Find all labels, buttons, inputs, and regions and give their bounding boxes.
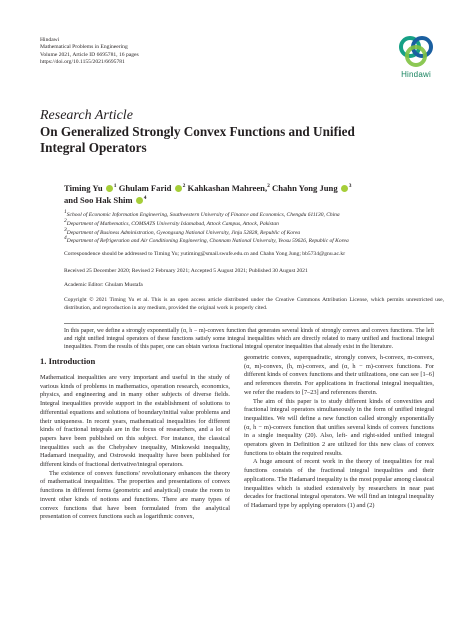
paragraph: The aim of this paper is to study different kinds of convexities and fractional integral operators simultaneously in the form of unified integral inequalities. We will define a new function called strongly exponentially (α, h − m)-convex function that unifies several kinds of convex functions in a single inequality (20). Also, left- and right-sided unified integral operators given in Definition 2 are utilized for this new class of convex functions to obtain the required results.: [244, 397, 434, 457]
affiliations: [64, 211, 444, 246]
affiliation: $^3$Department of Business Administration, Gyeongsang National University, Jinju 52828, Republic of Korea: [64, 226, 301, 236]
divider: [64, 323, 434, 324]
affiliation: $^1$School of Economic Information Engineering, Southwestern University of Finance and Economics, Chengdu 611130, China: [64, 209, 340, 218]
paper-title: [40, 124, 430, 156]
title-line: Integral Operators: [40, 140, 147, 155]
copyright-notice: Copyright © 2021 Timing Yu et al. This is an open access article distributed under the Creative Commons Attribution License, which permits unrestricted use, distribution, and reproduction in any medium, provided the original work is properly cited.: [64, 297, 444, 311]
affiliation-marker: 1: [113, 183, 117, 190]
affiliation-marker: 2: [267, 183, 270, 190]
paragraph: The existence of convex functions' revolutionary enhances the theory of mathematical inequalities. The properties and presentations of convex functions in different forms (geometric and analytical) create the room to invent other kinds of notions and functions. There are many types of convex functions that have been formulated from the analytical presentation of convex functions such as logarithmic convex,: [40, 469, 230, 521]
affiliation: $^4$Department of Refrigeration and Air Conditioning Engineering, Chonnam National University, Yeosu 59626, Republic of Korea: [64, 235, 349, 245]
article-type: Research Article: [40, 108, 133, 123]
orcid-icon[interactable]: [175, 185, 182, 192]
journal-name: Mathematical Problems in Engineering: [40, 44, 128, 51]
academic-editor: Academic Editor: Ghulam Mustafa: [64, 282, 143, 288]
author-name[interactable]: Chahn Yong Jung: [272, 183, 338, 193]
body-column-right: [244, 354, 434, 511]
author-name[interactable]: Timing Yu: [64, 183, 103, 193]
hindawi-logo: [396, 34, 436, 84]
author-line: [64, 182, 444, 194]
section-heading: 1. Introduction: [40, 356, 96, 366]
orcid-icon[interactable]: [136, 197, 143, 204]
doi-link[interactable]: https://doi.org/10.1155/2021/6695781: [40, 59, 125, 66]
correspondence: Correspondence should be addressed to Timing Yu; yutiming@smail.swufe.edu.cn and Chahn Yong Jung; bb5734@gnu.ac.kr: [64, 251, 346, 257]
orcid-icon[interactable]: [106, 185, 113, 192]
title-line: On Generalized Strongly Convex Functions and Unified: [40, 124, 355, 139]
author-name[interactable]: and Soo Hak Shim: [64, 195, 133, 205]
author-name[interactable]: Ghulam Farid: [118, 183, 172, 193]
paragraph: A huge amount of recent work in the theory of inequalities for real functions consists of the fractional integral inequalities and their applications. The Hadamard inequality is the most popular among classical inequalities which is studied extensively by researchers in near past decades for fractional integral operators. We will find an integral inequality of Hadamard type by applying operators (1) and (2): [244, 458, 434, 509]
affiliation: $^2$Department of Mathematics, COMSATS University Islamabad, Attock Campus, Attock, Pakistan: [64, 217, 279, 227]
author-line: [64, 194, 444, 206]
logo-wordmark: Hindawi: [401, 70, 431, 79]
author-list: [64, 182, 444, 206]
publication-dates: Received 25 December 2020; Revised 2 February 2021; Accepted 5 August 2021; Published 30 August 2021: [64, 268, 308, 274]
hindawi-logo-icon: [396, 34, 436, 70]
journal-header: [40, 37, 139, 67]
affiliation-marker: 4: [143, 195, 147, 202]
abstract: In this paper, we define a strongly exponentially (α, h − m)-convex function that generates several kinds of strongly convex and convex functions. The left and right unified integral operators of these functions satisfy some integral inequalities which are directly related to many unified and fractional integral inequalities. From the results of this paper, one can obtain various fractional integral operator inequalities that already exist in the literature.: [64, 328, 434, 350]
affiliation-marker: 2: [182, 183, 186, 190]
paragraph: Mathematical inequalities are very important and useful in the study of various kinds of problems in mathematics, operation research, economics, physics, and engineering and in many other subjects of diverse fields. Integral inequalities provide support in the establishment of solutions to differential equations and solutions of boundary/initial value problems and their uniqueness. In recent years, mathematical inequalities for different kinds of fractional integrals are in the focus of researchers, and a lot of papers have been published on this subject. For instance, the classical inequalities such as the Chebyshev inequality, Minkowski inequality, Hadamard inequality, and Ostrowski inequality have been published for different kinds of fractional derivative/integral operators.: [40, 374, 230, 469]
body-column-left: [40, 374, 230, 522]
publisher-name: Hindawi: [40, 37, 60, 43]
author-name[interactable]: Kahkashan Mahreen,: [187, 183, 268, 193]
affiliation-marker: 3: [348, 183, 352, 190]
paragraph: geometric convex, superquadratic, strongly convex, h-convex, m-convex, (α, m)-convex, (h, m)-convex, and (α, h − m)-convex functions. For different kinds of convex functions and their utilizations, one can see [1–6] and references therein. For applications in fractional integral inequalities, we refer the readers to [7–23] and references therein.: [244, 354, 434, 396]
volume-info: Volume 2021, Article ID 6695781, 16 pages: [40, 51, 139, 58]
orcid-icon[interactable]: [341, 185, 348, 192]
